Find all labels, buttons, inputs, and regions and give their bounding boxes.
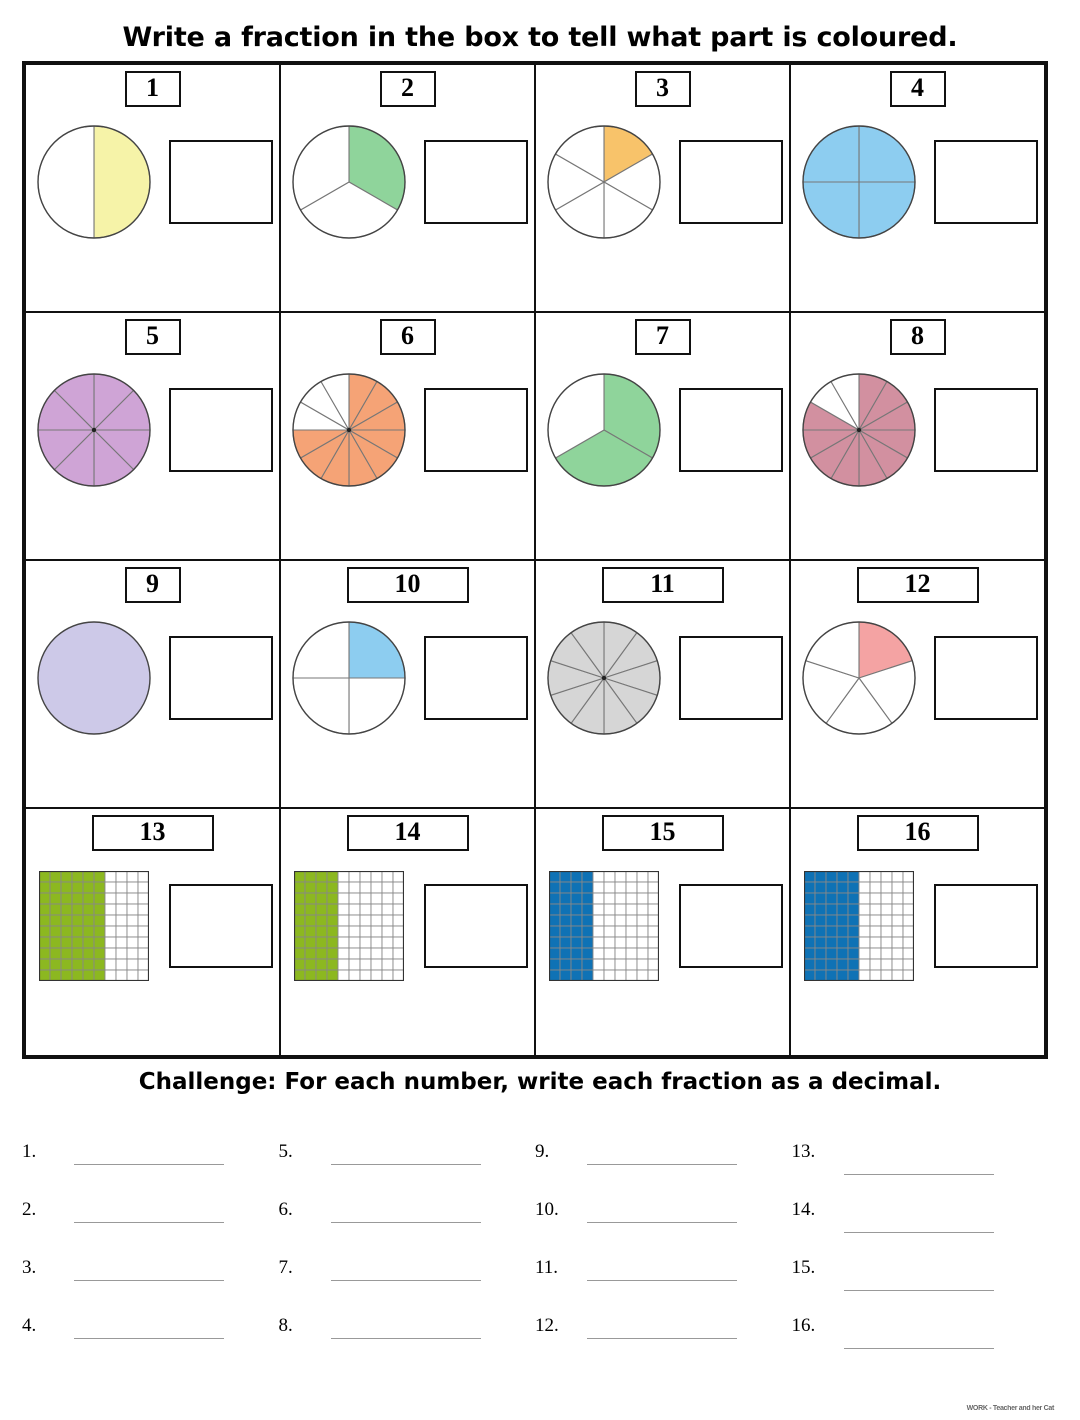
fraction-answer-box[interactable] xyxy=(169,636,273,720)
answer-line-number: 16. xyxy=(791,1315,816,1336)
fraction-answer-box[interactable] xyxy=(169,140,273,224)
fraction-answer-box[interactable] xyxy=(679,636,783,720)
answer-write-line[interactable] xyxy=(331,1200,481,1223)
circle-fraction-figure xyxy=(33,617,155,739)
problem-cell xyxy=(535,560,790,808)
answer-line-item xyxy=(535,1107,792,1165)
circle-fraction-figure xyxy=(543,369,665,491)
fraction-answer-box[interactable] xyxy=(679,884,783,968)
grid-model-figure xyxy=(33,865,155,987)
problem-body xyxy=(281,617,534,739)
problem-number-box: 3 xyxy=(635,71,691,107)
answer-line-number: 8. xyxy=(278,1315,293,1336)
answer-line-number: 11. xyxy=(535,1257,559,1278)
footer-credit: WORK - Teacher and her Cat xyxy=(966,1405,1054,1412)
fraction-answer-box[interactable] xyxy=(424,388,528,472)
problem-cell xyxy=(25,64,280,312)
answer-write-line[interactable] xyxy=(74,1142,224,1165)
answer-line-item xyxy=(22,1107,279,1165)
answer-line-number: 2. xyxy=(22,1199,37,1220)
problem-number-box: 12 xyxy=(857,567,979,603)
problem-body xyxy=(26,369,279,491)
problem-body xyxy=(281,121,534,243)
fraction-answer-box[interactable] xyxy=(424,636,528,720)
problem-number-box: 13 xyxy=(92,815,214,851)
problem-cell xyxy=(280,560,535,808)
problem-cell xyxy=(535,64,790,312)
answer-line-number: 14. xyxy=(791,1199,816,1220)
answer-line-number: 12. xyxy=(535,1315,559,1336)
problem-cell xyxy=(790,808,1045,1056)
problem-table-body xyxy=(25,64,1045,1056)
circle-fraction-figure xyxy=(33,121,155,243)
answer-line-number: 10. xyxy=(535,1199,559,1220)
problem-cell xyxy=(790,560,1045,808)
circle-fraction-figure xyxy=(288,121,410,243)
fraction-answer-box[interactable] xyxy=(424,884,528,968)
challenge-heading: Challenge: For each number, write each fraction as a decimal. xyxy=(138,1069,942,1095)
answer-line-number: 4. xyxy=(22,1315,37,1336)
problem-number-box: 14 xyxy=(347,815,469,851)
answer-line-item xyxy=(792,1107,1049,1165)
problem-number-box: 5 xyxy=(125,319,181,355)
answer-line-number: 13. xyxy=(791,1141,816,1162)
problem-number-box: 15 xyxy=(602,815,724,851)
problem-number-box: 6 xyxy=(380,319,436,355)
problem-number-box: 10 xyxy=(347,567,469,603)
answer-line-number: 6. xyxy=(278,1199,293,1220)
problem-body xyxy=(26,865,279,987)
circle-fraction-figure xyxy=(543,617,665,739)
circle-fraction-figure xyxy=(543,121,665,243)
fraction-answer-box[interactable] xyxy=(679,140,783,224)
answer-write-line[interactable] xyxy=(587,1258,737,1281)
problem-body xyxy=(536,121,789,243)
answer-line-number: 15. xyxy=(791,1257,816,1278)
problem-number-box: 11 xyxy=(602,567,724,603)
answer-line-item xyxy=(279,1281,536,1339)
problem-body xyxy=(26,121,279,243)
answer-write-line[interactable] xyxy=(331,1142,481,1165)
problem-row xyxy=(25,64,1045,312)
answer-line-number: 7. xyxy=(278,1257,293,1278)
answer-line-number: 9. xyxy=(535,1141,550,1162)
problem-body xyxy=(536,865,789,987)
problem-cell xyxy=(790,312,1045,560)
answer-write-line[interactable] xyxy=(587,1316,737,1339)
problem-number-box: 2 xyxy=(380,71,436,107)
problem-number-box: 9 xyxy=(125,567,181,603)
answer-line-number: 1. xyxy=(22,1141,37,1162)
page-title: Write a fraction in the box to tell what part is coloured. xyxy=(122,22,958,53)
problem-body xyxy=(791,121,1044,243)
answer-line-number: 3. xyxy=(22,1257,37,1278)
problem-cell xyxy=(25,560,280,808)
problem-cell xyxy=(280,808,535,1056)
answer-line-item xyxy=(535,1165,792,1223)
answer-write-line[interactable] xyxy=(331,1316,481,1339)
answer-write-line[interactable] xyxy=(74,1200,224,1223)
answer-line-item xyxy=(535,1223,792,1281)
problem-cell xyxy=(280,312,535,560)
problem-number-box: 16 xyxy=(857,815,979,851)
fraction-answer-box[interactable] xyxy=(934,884,1038,968)
problem-body xyxy=(26,617,279,739)
problem-cell xyxy=(25,808,280,1056)
answer-line-number: 5. xyxy=(278,1141,293,1162)
fraction-answer-box[interactable] xyxy=(169,884,273,968)
problem-number-box: 7 xyxy=(635,319,691,355)
problem-body xyxy=(791,617,1044,739)
answer-line-item xyxy=(792,1281,1049,1339)
answer-line-item xyxy=(792,1165,1049,1223)
problem-body xyxy=(536,617,789,739)
answer-line-item xyxy=(22,1281,279,1339)
problem-number-box: 8 xyxy=(890,319,946,355)
answer-write-line[interactable] xyxy=(331,1258,481,1281)
problem-body xyxy=(536,369,789,491)
grid-model-figure xyxy=(288,865,410,987)
circle-fraction-figure xyxy=(33,369,155,491)
answer-write-line[interactable] xyxy=(74,1316,224,1339)
problem-body xyxy=(791,865,1044,987)
fraction-answer-box[interactable] xyxy=(934,388,1038,472)
problem-cell xyxy=(535,312,790,560)
answer-write-line[interactable] xyxy=(587,1200,737,1223)
answer-line-item xyxy=(279,1107,536,1165)
answer-line-item xyxy=(279,1223,536,1281)
problem-cell xyxy=(280,64,535,312)
problem-row xyxy=(25,312,1045,560)
fraction-answer-box[interactable] xyxy=(679,388,783,472)
problem-row xyxy=(25,560,1045,808)
answer-line-item xyxy=(279,1165,536,1223)
problem-number-box: 4 xyxy=(890,71,946,107)
problem-number-box: 1 xyxy=(125,71,181,107)
problem-cell xyxy=(790,64,1045,312)
fraction-answer-box[interactable] xyxy=(934,140,1038,224)
answer-line-item xyxy=(22,1223,279,1281)
grid-model-figure xyxy=(543,865,665,987)
problem-body xyxy=(281,865,534,987)
answer-lines xyxy=(22,1107,1048,1339)
circle-fraction-figure xyxy=(798,617,920,739)
problem-body xyxy=(791,369,1044,491)
answer-line-item xyxy=(535,1281,792,1339)
circle-fraction-figure xyxy=(288,617,410,739)
circle-fraction-figure xyxy=(798,369,920,491)
problem-body xyxy=(281,369,534,491)
answer-write-line[interactable] xyxy=(844,1326,994,1349)
circle-fraction-figure xyxy=(288,369,410,491)
answer-line-item xyxy=(22,1165,279,1223)
problem-row xyxy=(25,808,1045,1056)
fraction-answer-box[interactable] xyxy=(424,140,528,224)
fraction-answer-box[interactable] xyxy=(169,388,273,472)
problem-table xyxy=(24,63,1046,1057)
grid-model-figure xyxy=(798,865,920,987)
circle-fraction-figure xyxy=(798,121,920,243)
answer-write-line[interactable] xyxy=(587,1142,737,1165)
answer-write-line[interactable] xyxy=(74,1258,224,1281)
fraction-answer-box[interactable] xyxy=(934,636,1038,720)
problem-grid xyxy=(22,61,1048,1059)
problem-cell xyxy=(535,808,790,1056)
answer-line-item xyxy=(792,1223,1049,1281)
problem-cell xyxy=(25,312,280,560)
